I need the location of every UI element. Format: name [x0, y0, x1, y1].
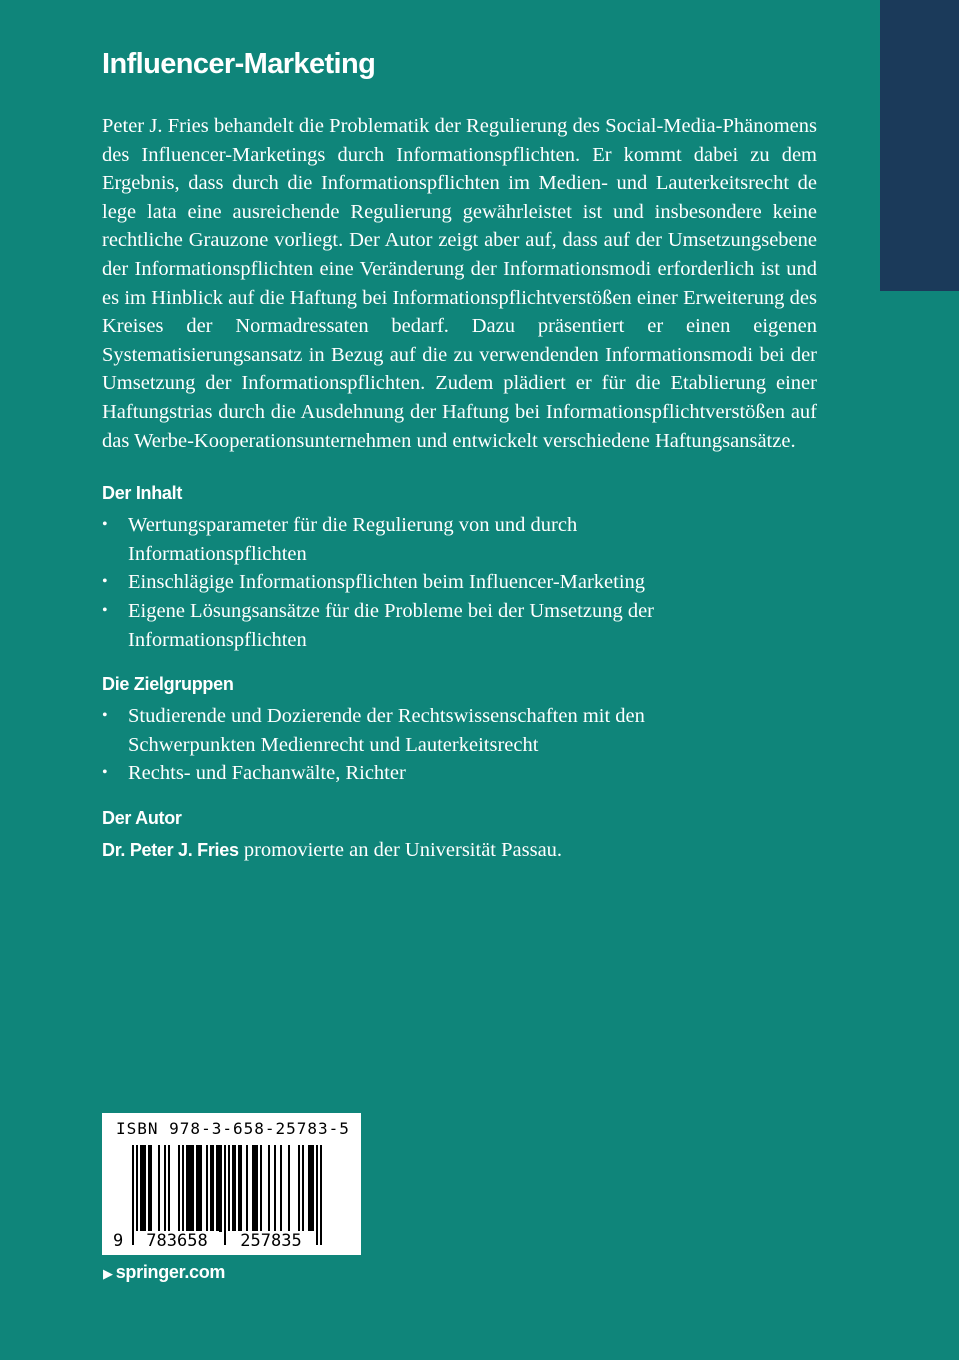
ean-first-digit: 9: [113, 1231, 124, 1251]
barcode-bar: [310, 1145, 312, 1232]
barcode-bar: [188, 1145, 190, 1232]
barcode-bar: [234, 1145, 236, 1232]
barcode-bar: [320, 1145, 322, 1245]
barcode-bar: [260, 1145, 262, 1232]
isbn-barcode: [102, 1113, 361, 1255]
inhalt-heading: Der Inhalt: [102, 483, 183, 504]
barcode-bar: [196, 1145, 198, 1232]
list-item: [102, 568, 708, 597]
barcode-bar: [228, 1145, 230, 1245]
arrow-right-icon: ▶: [103, 1266, 113, 1281]
barcode-bar: [192, 1145, 194, 1232]
barcode-bar: [280, 1145, 282, 1232]
barcode-bar: [168, 1145, 170, 1232]
book-title: Influencer-Marketing: [102, 48, 376, 80]
publisher-url: springer.com: [115, 1262, 226, 1282]
barcode-bar: [186, 1145, 188, 1232]
author-bio: [102, 836, 817, 865]
barcode-bar: [238, 1145, 240, 1232]
barcode-bar: [224, 1145, 226, 1245]
barcode-bar: [232, 1145, 234, 1232]
barcode-bar: [216, 1145, 218, 1232]
isbn-label: ISBN 978-3-658-25783-5: [116, 1119, 350, 1138]
barcode-bar: [312, 1145, 314, 1232]
barcode-bar: [220, 1145, 222, 1232]
list-item: [102, 597, 708, 654]
barcode-bar: [274, 1145, 276, 1232]
bullet-icon: •: [102, 573, 108, 591]
barcode-bar: [268, 1145, 270, 1232]
barcode-bar: [132, 1145, 134, 1245]
barcode-bar: [178, 1145, 180, 1232]
barcode-bar: [210, 1145, 212, 1232]
barcode-bar: [288, 1145, 290, 1232]
blurb-paragraph: Peter J. Fries behandelt die Problematik der Regulierung des Social-Media-Phänomens des Influencer-Marketings durch Informationspflichten. Er kommt dabei zu dem Ergebnis, dass durch die Informationspflichten im Medien- und Lauterkeitsrecht de lege lata eine ausreichende Regulierung gewährleistet ist und insbesondere keine rechtliche Grauzone vorliegt. Der Autor zeigt aber auf, dass auf der Umsetzungsebene der Informationspflichten eine Veränderung der Informationsmodi erforderlich ist und es im Hinblick auf die Haftung bei Informationspflichtverstößen einer Erweiterung des Kreises der Normadressaten bedarf. Dazu präsentiert er einen eigenen Systematisierungsansatz in Bezug auf die zu verwendenden Informationsmodi bei der Umsetzung der Informationspflichten. Zudem plädiert er für die Etablierung einer Haftungstrias durch die Ausdehnung der Haftung bei Informationspflichtverstößen auf das Werbe-Kooperationsunternehmen und entwickelt verschiedene Haftungsansätze.: [102, 115, 817, 452]
barcode-bar: [298, 1145, 300, 1232]
list-item: [102, 702, 708, 759]
barcode-bar: [164, 1145, 166, 1232]
barcode-bar: [206, 1145, 208, 1232]
zielgruppen-heading: Die Zielgruppen: [102, 674, 234, 695]
list-item: [102, 759, 708, 788]
author-bio-text: promovierte an der Universität Passau.: [243, 838, 563, 861]
barcode-bar: [198, 1145, 200, 1232]
list-item-text: Studierende und Dozierende der Rechtswissenschaften mit den Schwerpunkten Medienrecht und Lauterkeitsrecht: [128, 705, 645, 756]
barcode-bar: [148, 1145, 150, 1232]
barcode-bar: [144, 1145, 146, 1232]
bullet-icon: •: [102, 516, 108, 534]
barcode-bar: [302, 1145, 304, 1232]
bullet-icon: •: [102, 601, 108, 619]
list-item-text: Eigene Lösungsansätze für die Probleme bei der Umsetzung der Informationspflichten: [128, 599, 654, 651]
list-item-text: Wertungsparameter für die Regulierung von und durch Informationspflichten: [128, 514, 578, 565]
barcode-bar: [218, 1145, 220, 1232]
corner-color-tab: [880, 0, 959, 291]
list-item-text: Rechts- und Fachanwälte, Richter: [128, 762, 406, 785]
back-cover-text: [102, 44, 817, 864]
barcode-bar: [316, 1145, 318, 1245]
barcode-bar: [308, 1145, 310, 1232]
barcode-bar: [190, 1145, 192, 1232]
barcode-bar: [150, 1145, 152, 1232]
barcode-bar: [240, 1145, 242, 1232]
zielgruppen-list: [102, 702, 817, 788]
bullet-icon: •: [102, 707, 108, 725]
inhalt-list: [102, 511, 817, 654]
list-item: [102, 511, 708, 568]
barcode-bar: [142, 1145, 144, 1232]
barcode-bar: [200, 1145, 202, 1232]
list-item-text: Einschlägige Informationspflichten beim Influencer-Marketing: [128, 571, 646, 594]
ean-right-digits: 257835: [226, 1231, 316, 1251]
barcode-bar: [182, 1145, 184, 1232]
barcode-bar: [158, 1145, 160, 1232]
barcode-bar: [246, 1145, 248, 1232]
barcode-bar: [136, 1145, 138, 1245]
bullet-icon: •: [102, 764, 108, 782]
barcode-bar: [254, 1145, 256, 1232]
publisher-link[interactable]: [103, 1262, 225, 1283]
barcode-bar: [252, 1145, 254, 1232]
barcode-bar: [256, 1145, 258, 1232]
author-name: Dr. Peter J. Fries: [102, 839, 239, 860]
barcode-bar: [140, 1145, 142, 1232]
barcode-bar: [212, 1145, 214, 1232]
ean-left-digits: 783658: [135, 1231, 219, 1251]
autor-heading: Der Autor: [102, 807, 182, 828]
